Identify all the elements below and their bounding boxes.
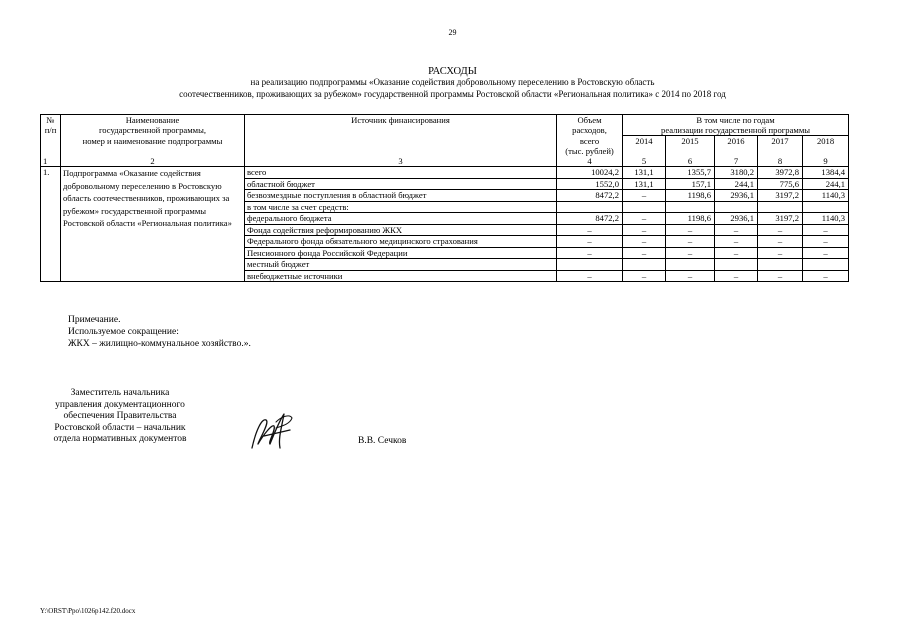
table-row: Пенсионного фонда Российской Федерации – – – – – – — [41, 247, 849, 259]
table-row: безвозмездные поступления в областной бюджет 8472,2 – 1198,6 2936,1 3197,2 1140,3 — [41, 190, 849, 202]
table-row: областной бюджет 1552,0 131,1 157,1 244,1 775,6 244,1 — [41, 178, 849, 190]
expenses-table: № Наименование Источник финансирования Объем В том числе по годам п/п государственной программы, расходов, реализации государственной программы номер и наименование подпрограммы всего 2014 2015 2016 2017 2018 (тыс. рублей) 1 2 3 4 5 6 7 8 9 1. Подпрограмма «Оказание содействия добровольному переселению в Ростовскую область соотечественников, проживающих за рубежом» государственной программы Ростовской области «Региональная политика» всего 10024,2 131,1 1355,7 3180,2 3972,8 1384,4 областной бюджет 1552,0 131,1 157,1 244,1 775,6 244,1 безвозмездные поступления в областной бюджет 8472,2 – 1198,6 2936,1 3197,2 1140,3 в том числе за счет средств: федерального бюджета 8472,2 – 1198,6 2936,1 3197,2 1140,3 Фонда содействия реформированию ЖКХ – – – – – – Федерального фонда обязательного медицинского страхования – – – – – – Пенсионного фонда Российской Федерации – – – – – – местный бюджет внебюджетные источники – – – – – – — [40, 114, 849, 282]
subtitle-line-2: соотечественников, проживающих за рубежом» государственной программы Ростовской области «Региональная политика» с 2014 по 2018 год — [179, 88, 726, 99]
header-name: Наименование — [61, 115, 245, 126]
handwritten-signature — [246, 408, 298, 454]
row-number: 1. — [41, 167, 61, 282]
note-heading: Примечание. — [68, 315, 121, 325]
note-block — [68, 314, 251, 350]
header-num: № — [41, 115, 61, 126]
header-source: Источник финансирования — [245, 115, 557, 126]
year-2016: 2016 — [715, 136, 758, 147]
table-row: 1. Подпрограмма «Оказание содействия добровольному переселению в Ростовскую область соотечественников, проживающих за рубежом» государственной программы Ростовской области «Региональная политика» всего 10024,2 131,1 1355,7 3180,2 3972,8 1384,4 — [41, 167, 849, 179]
note-line-1: Используемое сокращение: — [68, 327, 179, 337]
year-2015: 2015 — [666, 136, 715, 147]
table-row: местный бюджет — [41, 259, 849, 271]
note-line-2: ЖКХ – жилищно-коммунальное хозяйство.». — [68, 339, 251, 349]
subtitle-line-1: на реализацию подпрограммы «Оказание содействия добровольному переселению в Ростовскую область — [250, 77, 655, 87]
column-numbers-row: 1 2 3 4 5 6 7 8 9 — [41, 156, 849, 167]
table-row: федерального бюджета 8472,2 – 1198,6 2936,1 3197,2 1140,3 — [41, 213, 849, 225]
table-row: в том числе за счет средств: — [41, 201, 849, 213]
program-name: Подпрограмма «Оказание содействия добровольному переселению в Ростовскую область соотечественников, проживающих за рубежом» государственной программы Ростовской области «Региональная политика» — [61, 167, 245, 282]
table-row: Федерального фонда обязательного медицинского страхования – – – – – – — [41, 236, 849, 248]
table-row: Фонда содействия реформированию ЖКХ – – – – – – — [41, 224, 849, 236]
header-row — [41, 115, 849, 126]
table-row: внебюджетные источники – – – – – – — [41, 270, 849, 282]
document-title: РАСХОДЫ — [428, 66, 477, 77]
page-number: 29 — [448, 28, 457, 37]
year-2014: 2014 — [623, 136, 666, 147]
signatory-role: Заместитель начальника управления документационного обеспечения Правительства Ростовской области – начальник отдела нормативных документов — [53, 388, 187, 444]
header-years-group: В том числе по годам — [623, 115, 849, 126]
header-volume: Объем — [557, 115, 623, 126]
year-2018: 2018 — [803, 136, 849, 147]
signatory-name: В.В. Сечков — [358, 436, 407, 446]
document-subtitle — [0, 77, 905, 100]
footer-file-path: Y:\ORST\Ppo\1026p142.f20.docx — [40, 607, 136, 615]
year-2017: 2017 — [758, 136, 803, 147]
